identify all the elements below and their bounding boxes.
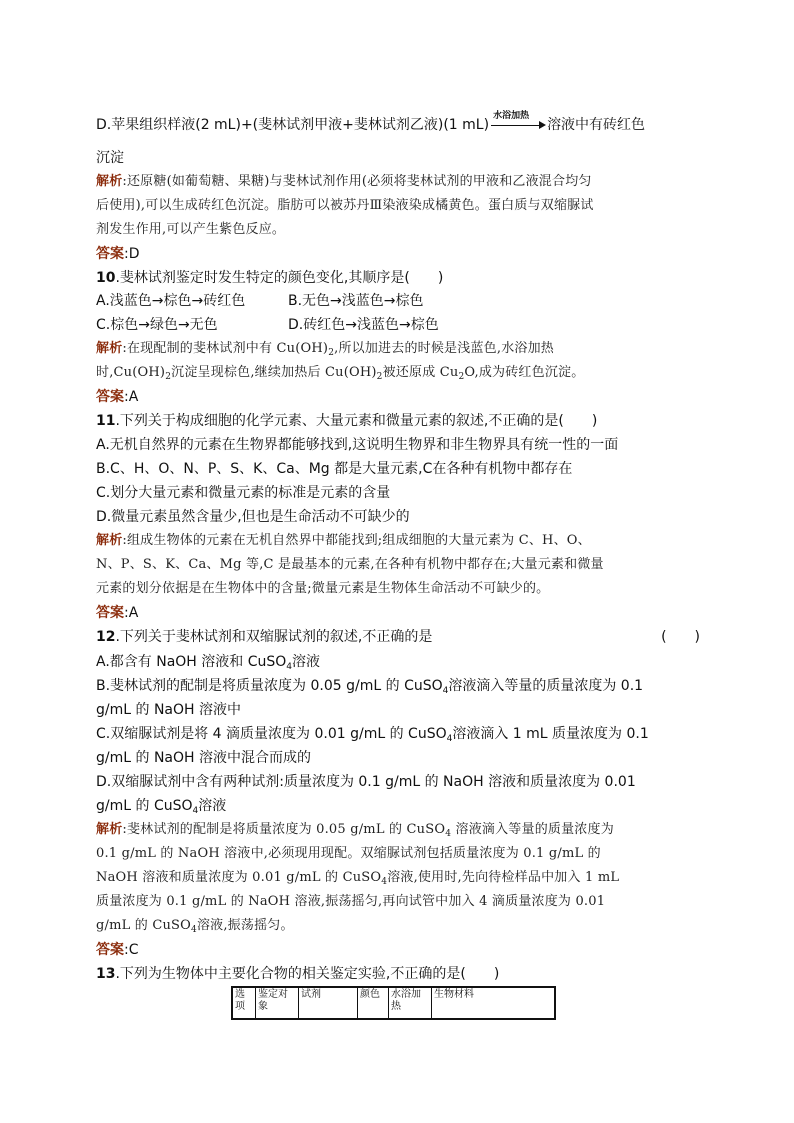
q9-analysis-line-1: 解析:还原糖(如葡萄糖、果糖)与斐林试剂作用(必须将斐林试剂的甲液和乙液混合均匀	[96, 174, 592, 189]
reaction-arrow	[489, 111, 547, 134]
q11-number: 11	[96, 413, 116, 429]
q10-analysis-line-1: 解析:在现配制的斐林试剂中有 $Cu(OH)_2$,所以加进去的时候是浅蓝色,水浴加热	[96, 341, 554, 358]
table-header-cell: 水浴加热	[389, 987, 432, 1019]
q12-option-c: C.双缩脲试剂是将 4 滴质量浓度为 0.01 g/mL 的 CuSO$_4$溶液滴入 1 mL 质量浓度为 0.1	[96, 726, 649, 744]
q12-answer: 答案:C	[96, 942, 139, 958]
table-header-cell: 生物材料	[432, 987, 556, 1019]
q11-analysis-line-1: 解析:组成生物体的元素在无机自然界中都能找到;组成细胞的大量元素为 C、H、O、	[96, 533, 591, 548]
reaction-arrow-label: 水浴加热	[493, 111, 530, 121]
q9-option-d-cont: 沉淀	[96, 150, 124, 166]
q11-option-c: C.划分大量元素和微量元素的标准是元素的含量	[96, 485, 391, 501]
q11-analysis-line-2: N、P、S、K、Ca、Mg 等,C 是最基本的元素,在各种有机物中都存在;大量元素和微量	[96, 557, 604, 572]
q13-stem: 13.下列为生物体中主要化合物的相关鉴定实验,不正确的是( )	[96, 966, 500, 982]
q10-analysis-line-2: 时$,Cu(OH)_2$沉淀呈现棕色,继续加热后 $Cu(OH)_2$被还原成 $Cu_2O$,成为砖红色沉淀。	[96, 365, 585, 382]
q9-analysis-line-3: 剂发生作用,可以产生紫色反应。	[96, 222, 286, 237]
table-header-cell: 颜色	[358, 987, 389, 1019]
q10-options-row-1	[96, 292, 708, 310]
table-header-cell: 鉴定对象	[256, 987, 299, 1019]
q13-number: 13	[96, 966, 116, 982]
q10-option-c: C.棕色→绿色→无色	[96, 317, 218, 333]
q10-option-a: A.浅蓝色→棕色→砖红色	[96, 293, 246, 309]
table-header-cell: 选项	[232, 987, 256, 1019]
q11-analysis-line-3: 元素的划分依据是在生物体中的含量;微量元素是生物体生命活动不可缺少的。	[96, 581, 550, 596]
q12-analysis-line-4: 质量浓度为 0.1 g/mL 的 NaOH 溶液,振荡摇匀,再向试管中加入 4 滴质量浓度为 0.01	[96, 894, 606, 909]
q12-analysis-line-5: g/mL 的 CuSO$_4$溶液,振荡摇匀。	[96, 918, 294, 935]
answer-tag: 答案	[96, 942, 124, 958]
q12-analysis-line-3: NaOH 溶液和质量浓度为 0.01 g/mL 的 CuSO$_4$溶液,使用时,先向待检样品中加入 1 mL	[96, 870, 620, 887]
answer-tag: 答案	[96, 605, 124, 621]
q11-option-b: B.C、H、O、N、P、S、K、Ca、Mg 都是大量元素,C在各种有机物中都存在	[96, 461, 573, 477]
q9-option-d	[96, 111, 708, 134]
analysis-tag: 解析	[96, 341, 123, 356]
table-header-row	[232, 987, 555, 1019]
analysis-tag: 解析	[96, 533, 123, 548]
q9-option-d-text: D.苹果组织样液(2 mL)+(斐林试剂甲液+斐林试剂乙液)(1 mL)	[96, 117, 490, 133]
q13-table	[231, 986, 556, 1020]
q12-option-d-cont: g/mL 的 CuSO$_4$溶液	[96, 798, 227, 816]
q10-options-row-2	[96, 316, 708, 334]
q12-option-a: A.都含有 NaOH 溶液和 CuSO$_4$溶液	[96, 654, 321, 672]
answer-tag: 答案	[96, 246, 124, 262]
q11-option-a: A.无机自然界的元素在生物界都能够找到,这说明生物界和非生物界具有统一性的一面	[96, 437, 619, 453]
q10-stem: 10.斐林试剂鉴定时发生特定的颜色变化,其顺序是( )	[96, 270, 444, 286]
q10-option-d: D.砖红色→浅蓝色→棕色	[288, 317, 439, 333]
q11-stem: 11.下列关于构成细胞的化学元素、大量元素和微量元素的叙述,不正确的是( )	[96, 413, 598, 429]
q12-option-d: D.双缩脲试剂中含有两种试剂:质量浓度为 0.1 g/mL 的 NaOH 溶液和质量浓度为 0.01	[96, 774, 636, 790]
q10-number: 10	[96, 270, 116, 286]
analysis-tag: 解析	[96, 822, 123, 837]
q12-number: 12	[96, 629, 116, 645]
q12-analysis-line-2: 0.1 g/mL 的 NaOH 溶液中,必须现用现配。双缩脲试剂包括质量浓度为 0.1 g/mL 的	[96, 846, 601, 861]
q12-option-b-cont: g/mL 的 NaOH 溶液中	[96, 702, 241, 718]
q12-analysis-line-1: 解析:斐林试剂的配制是将质量浓度为 0.05 g/mL 的 CuSO$_4$ 溶液滴入等量的质量浓度为	[96, 822, 614, 839]
q9-option-d-result: 溶液中有砖红色	[547, 117, 646, 133]
q9-answer: 答案:D	[96, 246, 140, 262]
q9-analysis-line-2: 后使用),可以生成砖红色沉淀。脂肪可以被苏丹Ⅲ染液染成橘黄色。蛋白质与双缩脲试	[96, 198, 594, 213]
q12-answer-blank: ( )	[661, 629, 700, 645]
q12-stem: 12.下列关于斐林试剂和双缩脲试剂的叙述,不正确的是 ( )	[96, 629, 700, 645]
table-header-cell: 试剂	[299, 987, 358, 1019]
analysis-tag: 解析	[96, 174, 123, 189]
q11-answer: 答案:A	[96, 605, 139, 621]
q10-answer: 答案:A	[96, 389, 139, 405]
answer-tag: 答案	[96, 389, 124, 405]
q11-option-d: D.微量元素虽然含量少,但也是生命活动不可缺少的	[96, 509, 410, 525]
q12-option-c-cont: g/mL 的 NaOH 溶液中混合而成的	[96, 750, 311, 766]
q10-option-b: B.无色→浅蓝色→棕色	[288, 293, 424, 309]
q12-option-b: B.斐林试剂的配制是将质量浓度为 0.05 g/mL 的 CuSO$_4$溶液滴入等量的质量浓度为 0.1	[96, 678, 644, 696]
